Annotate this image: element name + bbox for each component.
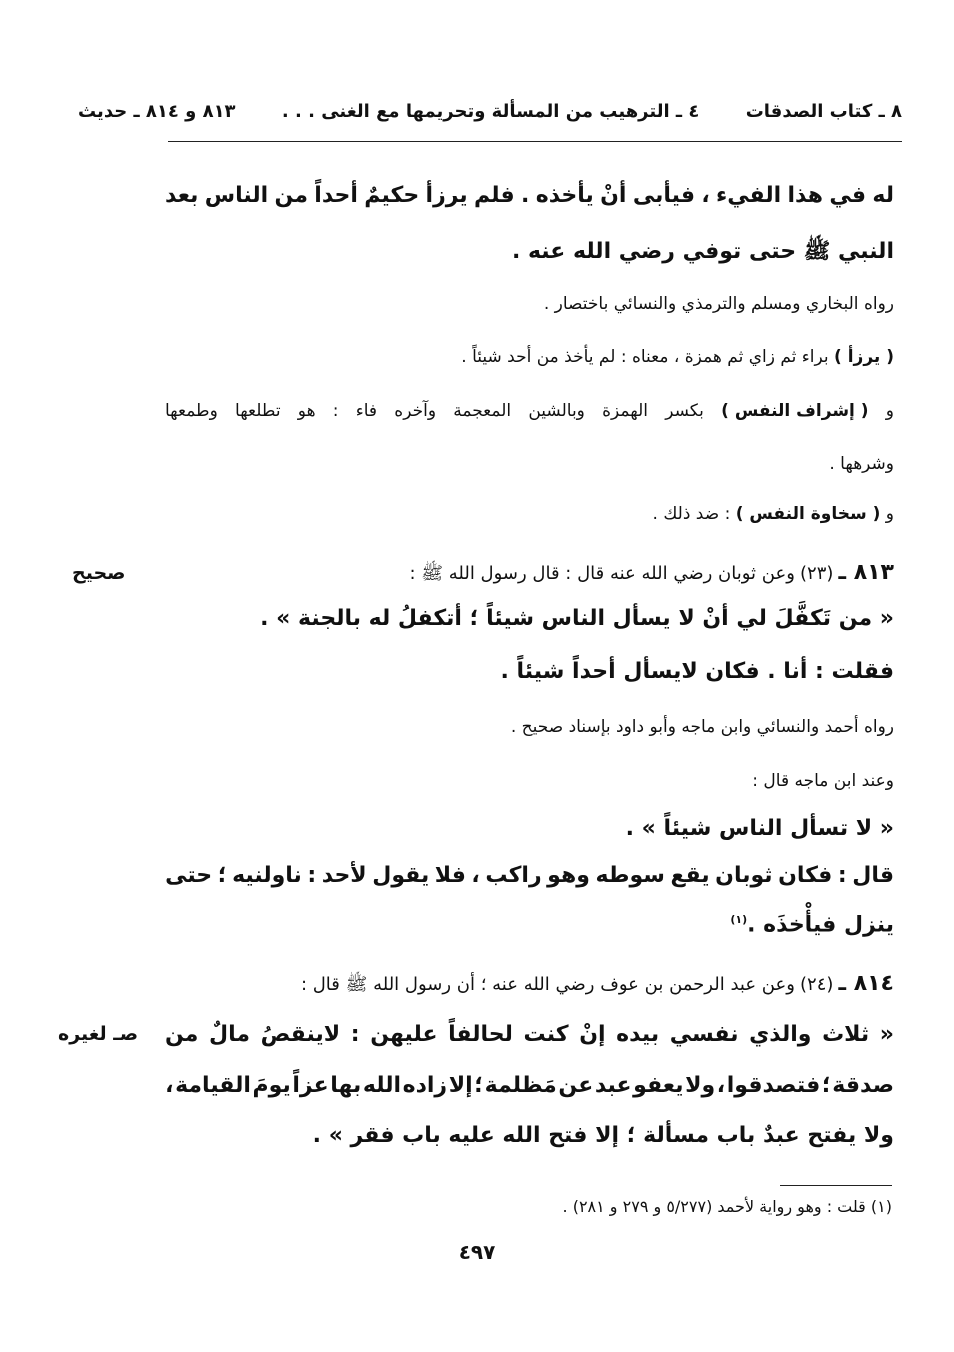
word: يقع: [670, 863, 710, 888]
word: نفسي: [669, 1022, 739, 1047]
paragraph-line-2: النبي ﷺ حتى توفي رضي الله عنه .: [511, 239, 894, 264]
hadith-814-heading: [301, 973, 894, 995]
word: :: [307, 863, 317, 888]
word: صدقة: [832, 1073, 894, 1098]
page-number: ٤٩٧: [458, 1240, 496, 1264]
word: عليهن: [370, 1022, 438, 1047]
hadith-814-intro: وعن عبد الرحمن بن عوف رضي الله عنه ؛ أن رسول الله ﷺ قال :: [300, 974, 795, 995]
word: بيده: [616, 1022, 660, 1047]
word: يقول: [372, 863, 430, 888]
word: راكب: [485, 863, 542, 888]
word: فلم: [474, 183, 515, 208]
sakhawa-note: [653, 506, 894, 523]
narration-note: رواه البخاري ومسلم والترمذي والنسائي باختصار .: [543, 294, 894, 314]
hadith-814-ref: (٢٤): [800, 974, 834, 995]
word: وهو: [547, 863, 590, 888]
qala-line-1: [165, 865, 894, 887]
word: وبالشين: [528, 401, 585, 421]
word: قال: [852, 863, 894, 888]
hadith-range: ٨١٣ و ٨١٤ ـ حديث: [78, 100, 236, 122]
hadith-813-ref: (٢٣): [800, 563, 834, 584]
sakhawa-definition: : ضد ذلك .: [652, 504, 731, 524]
hadith-814-text-1: [165, 1024, 894, 1046]
word: ؛: [821, 1073, 831, 1098]
word: يومَ: [252, 1073, 291, 1098]
paragraph-line-1: [165, 185, 894, 207]
word: أنْ: [600, 183, 627, 208]
section-title: ٤ ـ الترهيب من المسألة وتحريمها مع الغنى . . .: [281, 100, 700, 122]
hadith-813-narration: رواه أحمد والنسائي وابن ماجه وأبو داود بإسناد صحيح .: [510, 717, 894, 737]
yarza-definition: براء ثم زاي ثم همزة ، معناه : لم يأخذ من أحد شيئاً .: [461, 347, 829, 367]
hadith-813-number: ٨١٣ ـ: [838, 560, 894, 585]
word: بها: [330, 1073, 362, 1098]
word: عن: [558, 1073, 594, 1098]
word: يأخذه: [535, 183, 594, 208]
word: له: [872, 183, 894, 208]
word: يرزأ: [425, 183, 468, 208]
word: وطمعها: [165, 401, 218, 421]
word: بكسر: [665, 401, 704, 421]
qala-line-2: [730, 914, 894, 936]
word: زاده: [402, 1073, 448, 1098]
ishraf-note-end: وشرهها .: [829, 454, 894, 474]
word: لحالفاً: [448, 1022, 513, 1047]
word: كنت: [523, 1022, 569, 1047]
sakhawa-term: ( سخاوة النفس ): [735, 504, 881, 524]
word: لاينقصُ: [260, 1022, 341, 1047]
word: يعفو: [633, 1073, 684, 1098]
hadith-813-intro: وعن ثوبان رضي الله عنه قال : قال رسول الله ﷺ :: [409, 563, 795, 584]
word: إنْ: [579, 1022, 606, 1047]
word: ،: [701, 183, 710, 208]
word: وآخره: [394, 401, 437, 421]
header-divider: [168, 141, 902, 142]
word: :: [837, 863, 847, 888]
hadith-814-grade: صـ لغيره: [58, 1023, 139, 1045]
word: الهمزة: [602, 401, 648, 421]
word: عزاً: [292, 1073, 329, 1098]
word: ؛: [474, 1073, 484, 1098]
footnote-divider: [780, 1185, 892, 1186]
word: ،: [716, 1073, 726, 1098]
word: فتصدقوا: [726, 1073, 821, 1098]
word: من: [165, 1022, 199, 1047]
word: الناس: [204, 183, 269, 208]
word: فيأبى: [632, 183, 695, 208]
hadith-813-text-1: « من تَكفَّلَ لي أنْ لا يسأل الناس شيئاً ؛ أتكفلُ له بالجنة » .: [260, 606, 894, 631]
sakhawa-prefix: و: [885, 504, 894, 524]
word: مَظلمة: [484, 1073, 557, 1098]
word: والذي: [749, 1022, 812, 1047]
ibn-majah-quote: « لا تسأل الناس شيئاً » .: [625, 816, 894, 841]
word: بعد: [165, 183, 199, 208]
word: القيامة: [175, 1073, 251, 1098]
word: ،: [165, 1073, 174, 1098]
word: حكيمٌ: [364, 183, 420, 208]
word: من: [274, 183, 308, 208]
word: ثلاث: [822, 1022, 870, 1047]
word: مالٌ: [209, 1022, 251, 1047]
word: ثوبان: [715, 863, 773, 888]
hadith-813-heading: [409, 562, 894, 584]
word: عبد: [594, 1073, 632, 1098]
word: فاء: [355, 401, 378, 421]
word: .: [521, 183, 530, 208]
running-header: [78, 96, 902, 126]
chapter-title: ٨ ـ كتاب الصدقات: [745, 100, 902, 122]
word: :: [332, 401, 339, 421]
word: إلا: [448, 1073, 473, 1098]
word: في: [829, 183, 867, 208]
qala-line-2-text: ينزل فيأْخذَه .: [747, 912, 894, 938]
hadith-814-text-2: [165, 1075, 894, 1097]
ishraf-note: [165, 403, 894, 420]
word: المعجمة: [453, 401, 512, 421]
word: هذا: [787, 183, 824, 208]
ibn-majah-intro: وعند ابن ماجه قال :: [752, 771, 894, 791]
ishraf-term: ( إشراف النفس ): [721, 401, 869, 421]
word: الفيء: [716, 183, 782, 208]
word: سوطه: [595, 863, 665, 888]
word: حتى: [165, 863, 213, 888]
word: «: [879, 1022, 894, 1047]
word: ولا: [685, 1073, 716, 1098]
word: الله: [362, 1073, 401, 1098]
yarza-note: [461, 349, 894, 366]
word: ،: [471, 863, 480, 888]
footnote: (١) قلت : وهو رواية لأحمد (٥/٢٧٧ و ٢٧٩ و ٢٨١) .: [562, 1197, 892, 1216]
hadith-813-text-2: فقلت : أنا . فكان لايسأل أحداً شيئاً .: [500, 659, 894, 684]
yarza-term: ( يرزأ ): [834, 347, 894, 367]
hadith-813-grade: صحيح: [72, 562, 126, 584]
footnote-marker: (١): [730, 913, 748, 926]
ishraf-prefix: و: [885, 401, 894, 421]
word: ؛: [217, 863, 227, 888]
word: فلا: [434, 863, 466, 888]
word: ناولنيه: [232, 863, 302, 888]
hadith-814-number: ٨١٤ ـ: [838, 971, 894, 996]
word: أحداً: [314, 183, 358, 208]
word: فكان: [778, 863, 833, 888]
word: لأحد: [321, 863, 367, 888]
word: :: [350, 1022, 360, 1047]
word: هو: [297, 401, 316, 421]
word: تطلعها: [235, 401, 281, 421]
hadith-814-text-3: ولا يفتح عبدٌ باب مسألة ؛ إلا فتح الله عليه باب فقر » .: [312, 1123, 894, 1148]
